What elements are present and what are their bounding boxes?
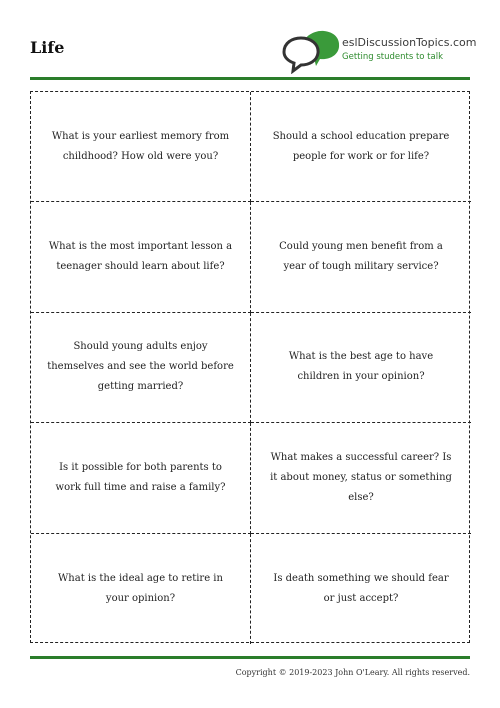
copyright-notice: Copyright © 2019-2023 John O'Leary. All rights reserved. bbox=[235, 668, 470, 677]
page-title: Life bbox=[30, 38, 65, 57]
brand-name: eslDiscussionTopics.com bbox=[342, 36, 477, 49]
question-card: Is it possible for both parents to work full time and raise a family? bbox=[31, 423, 251, 533]
header-divider bbox=[30, 77, 470, 80]
question-card: What is your earliest memory from childhood? How old were you? bbox=[31, 92, 251, 202]
brand-tagline: Getting students to talk bbox=[342, 52, 444, 62]
question-card: Is death something we should fear or just accept? bbox=[273, 572, 449, 604]
question-card: What is the ideal age to retire in your opinion? bbox=[31, 534, 251, 644]
speech-bubbles-icon bbox=[280, 28, 342, 74]
footer-divider bbox=[30, 656, 470, 659]
question-card: What makes a successful career? Is it about money, status or something else? bbox=[251, 423, 471, 533]
question-card: What is the best age to have children in your opinion? bbox=[251, 313, 471, 423]
question-card: Should a school education prepare people for work or for life? bbox=[251, 92, 471, 202]
question-card: Could young men benefit from a year of tough military service? bbox=[251, 202, 471, 312]
question-card: Should young adults enjoy themselves and see the world before getting married? bbox=[31, 313, 251, 423]
card-grid bbox=[30, 91, 470, 643]
question-card: What is the most important lesson a teenager should learn about life? bbox=[31, 202, 251, 312]
brand-logo bbox=[280, 28, 480, 74]
